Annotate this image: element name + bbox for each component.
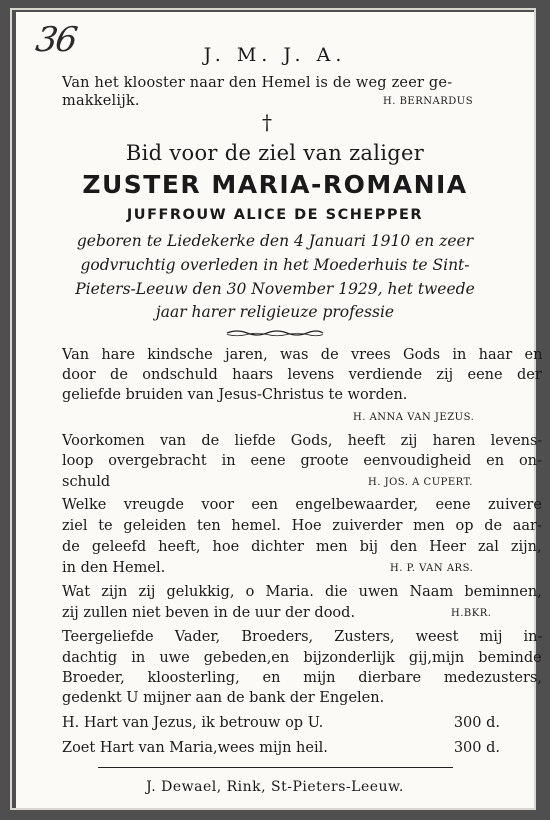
- indulgence-prayer: H. Hart van Jezus, ik betrouw op U.: [62, 715, 324, 731]
- body-line: Voorkomen van de liefde Gods, heeft zij haren levens-: [62, 433, 543, 449]
- indulgence-days: 300 d.: [453, 740, 500, 756]
- indulgence-days: 300 d.: [453, 715, 500, 731]
- handwritten-number: 36: [33, 20, 79, 60]
- body-line: Welke vreugde voor een engelbewaarder, eene zuivere: [62, 497, 542, 513]
- ornament-divider: [225, 328, 325, 338]
- bio-line: godvruchtig overleden in het Moederhuis te Sint-: [80, 256, 470, 274]
- indulgence-prayer: Zoet Hart van Maria,wees mijn heil.: [62, 740, 328, 756]
- memorial-card: [16, 12, 534, 808]
- body-line: in den Hemel.: [62, 560, 166, 576]
- body-line: Wat zijn zij gelukkig, o Maria. die uwen Naam beminnen,: [62, 584, 542, 600]
- deceased-name: ZUSTER MARIA-ROMANIA: [82, 170, 468, 199]
- body-line: Teergeliefde Vader, Broeders, Zusters, weest mij in-: [62, 629, 543, 645]
- body-line: Broeder, kloosterling, en mijn dierbare medezusters,: [62, 670, 542, 686]
- saint-attribution: H. P. VAN ARS.: [390, 563, 474, 574]
- body-line: schuld: [62, 474, 111, 490]
- body-line: loop overgebracht in eene groote eenvoudigheid en on-: [62, 453, 542, 469]
- quote-line-1: Van het klooster naar den Hemel is de weg zeer ge-: [62, 75, 453, 91]
- saint-attribution: H. JOS. A CUPERT.: [368, 477, 473, 488]
- body-line: de geleefd heeft, hoe dichter men bij den Heer zal zijn,: [62, 539, 542, 555]
- body-line: door de ondschuld haars levens verdiende zij eene der: [62, 367, 542, 383]
- quote-line-2: makkelijk.: [62, 93, 140, 109]
- body-line: ziel te geleiden ten hemel. Hoe zuiverder men op de aar-: [62, 518, 542, 534]
- bio-line: geboren te Liedekerke den 4 Januari 1910 en zeer: [76, 232, 474, 250]
- body-line: zij zullen niet beven in de uur der dood.: [62, 605, 356, 621]
- body-line: Van hare kindsche jaren, was de vrees Gods in haar en: [62, 347, 543, 363]
- bio-line: Pieters-Leeuw den 30 November 1929, het tweede: [75, 280, 475, 298]
- body-line: dachtig in uwe gebeden,en bijzonderlijk gij,mijn beminde: [62, 650, 542, 666]
- body-line: gedenkt U mijner aan de bank der Engelen.: [62, 690, 385, 706]
- saint-attribution: H. ANNA VAN JEZUS.: [353, 412, 475, 423]
- cross-icon: †: [262, 110, 272, 134]
- civil-name: JUFFROUW ALICE DE SCHEPPER: [126, 207, 424, 223]
- printer-credit: J. Dewael, Rink, St-Pieters-Leeuw.: [146, 779, 404, 795]
- prayer-heading: Bid voor de ziel van zaliger: [125, 141, 425, 165]
- bio-line: jaar harer religieuze professie: [155, 303, 395, 321]
- saint-attribution: H.BKR.: [451, 608, 492, 619]
- monogram: J. M. J. A.: [203, 44, 347, 66]
- quote-attribution: H. BERNARDUS: [383, 96, 474, 107]
- body-line: geliefde bruiden van Jesus-Christus te worden.: [62, 387, 408, 403]
- divider-rule: [98, 767, 453, 768]
